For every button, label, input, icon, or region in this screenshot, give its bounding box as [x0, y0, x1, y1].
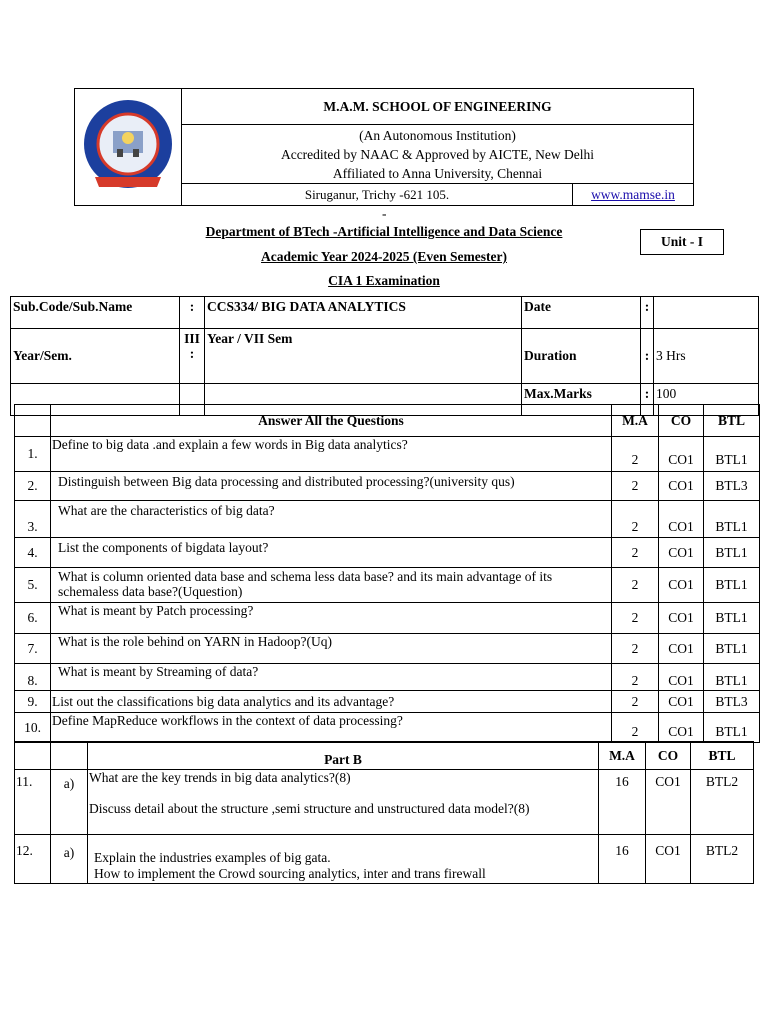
question-number: 7.: [15, 634, 51, 664]
btl-value: BTL1: [704, 634, 760, 664]
marks-value: 2: [612, 713, 659, 743]
co-value: CO1: [659, 437, 704, 472]
table-row: [15, 603, 760, 634]
exam-info-table: [10, 296, 759, 416]
question-part-2: Discuss detail about the structure ,semi structure and unstructured data model?(8): [89, 801, 530, 816]
website-link[interactable]: www.mamse.in: [591, 186, 675, 202]
website-cell: [573, 184, 694, 206]
logo-cell: [75, 89, 182, 206]
question-number: 10.: [15, 713, 51, 743]
question-text: Distinguish between Big data processing and distributed processing?(university qus): [51, 472, 612, 501]
marks-value: 2: [612, 691, 659, 713]
question-number: 8.: [15, 664, 51, 691]
exam-title: CIA 1 Examination: [328, 273, 440, 288]
co-value: CO1: [646, 835, 691, 884]
marks-value: 2: [612, 538, 659, 568]
institution-header: [74, 88, 694, 206]
btl-value: BTL1: [704, 538, 760, 568]
btl-value: BTL1: [704, 437, 760, 472]
table-row: [15, 472, 760, 501]
school-details: [182, 125, 694, 184]
question-number: 4.: [15, 538, 51, 568]
school-logo-icon: [75, 89, 181, 199]
btl-value: BTL3: [704, 691, 760, 713]
co-value: CO1: [659, 713, 704, 743]
autonomous-text: (An Autonomous Institution): [359, 128, 516, 143]
col-btl-header: BTL: [704, 405, 760, 437]
col-ma-header: M.A: [612, 405, 659, 437]
marks-value: 2: [612, 634, 659, 664]
duration-label: Duration: [522, 329, 641, 384]
table-row: [15, 691, 760, 713]
colon: :: [641, 297, 654, 329]
col-ma-header: M.A: [599, 742, 646, 770]
co-value: CO1: [659, 501, 704, 538]
co-value: CO1: [646, 770, 691, 835]
btl-value: BTL2: [691, 835, 754, 884]
btl-value: BTL1: [704, 501, 760, 538]
subcode-value: CCS334/ BIG DATA ANALYTICS: [205, 297, 522, 329]
duration-value: 3 Hrs: [654, 329, 759, 384]
date-label: Date: [522, 297, 641, 329]
part-a-heading: Answer All the Questions: [51, 405, 612, 437]
question-text: [88, 835, 599, 884]
co-value: CO1: [659, 603, 704, 634]
part-b-table: [14, 741, 754, 884]
table-row: [15, 713, 760, 743]
maxmarks-label: Max.Marks: [522, 384, 641, 416]
col-btl-header: BTL: [691, 742, 754, 770]
address: Siruganur, Trichy -621 105.: [182, 184, 573, 206]
co-value: CO1: [659, 691, 704, 713]
col-co-header: CO: [646, 742, 691, 770]
question-number: 1.: [15, 437, 51, 472]
marks-value: 16: [599, 835, 646, 884]
question-text: What is column oriented data base and schema less data base? and its main advantage of its schemaless data base?(Uquestion): [51, 568, 612, 603]
marks-value: 2: [612, 472, 659, 501]
maxmarks-value: 100: [654, 384, 759, 416]
colon: :: [641, 329, 654, 384]
date-value: [654, 297, 759, 329]
separator-dash: -: [382, 206, 387, 221]
question-text: Define to big data .and explain a few words in Big data analytics?: [51, 437, 612, 472]
colon: :: [189, 346, 195, 361]
btl-value: BTL1: [704, 568, 760, 603]
question-number: 5.: [15, 568, 51, 603]
question-text: What is meant by Patch processing?: [51, 603, 612, 634]
year-label: Year/Sem.: [11, 329, 180, 384]
year-value: Year / VII Sem: [205, 329, 522, 384]
table-row: [15, 538, 760, 568]
unit-badge: Unit - I: [640, 229, 724, 255]
question-text: What is the role behind on YARN in Hadoop?(Uq): [51, 634, 612, 664]
table-row: [15, 437, 760, 472]
btl-value: BTL1: [704, 664, 760, 691]
table-row: [15, 835, 754, 884]
question-text: Define MapReduce workflows in the context of data processing?: [51, 713, 612, 743]
question-number: 3.: [15, 501, 51, 538]
co-value: CO1: [659, 568, 704, 603]
co-value: CO1: [659, 538, 704, 568]
table-row: [15, 664, 760, 691]
table-row: [15, 634, 760, 664]
btl-value: BTL1: [704, 713, 760, 743]
marks-value: 2: [612, 664, 659, 691]
marks-value: 16: [599, 770, 646, 835]
academic-year: Academic Year 2024-2025 (Even Semester): [261, 249, 507, 264]
empty-cell: [51, 742, 88, 770]
btl-value: BTL2: [691, 770, 754, 835]
marks-value: 2: [612, 568, 659, 603]
colon: :: [180, 297, 205, 329]
part-a-table: [14, 404, 760, 743]
question-number: 6.: [15, 603, 51, 634]
table-row: [15, 501, 760, 538]
question-text: List the components of bigdata layout?: [51, 538, 612, 568]
accreditation-text: Accredited by NAAC & Approved by AICTE, New Delhi: [280, 147, 595, 162]
year-prefix: [180, 329, 205, 384]
question-text: What are the characteristics of big data?: [51, 501, 612, 538]
question-part-1: Explain the industries examples of big gata.: [94, 850, 331, 865]
col-co-header: CO: [659, 405, 704, 437]
question-text: List out the classifications big data analytics and its advantage?: [51, 691, 612, 713]
table-row: [15, 770, 754, 835]
question-number: 12.: [15, 835, 51, 884]
co-value: CO1: [659, 472, 704, 501]
question-text: What is meant by Streaming of data?: [51, 664, 612, 691]
co-value: CO1: [659, 664, 704, 691]
colon: :: [641, 384, 654, 416]
question-part-1: What are the key trends in big data analytics?(8): [89, 770, 351, 785]
question-sub: a): [51, 835, 88, 884]
empty-cell: [15, 405, 51, 437]
question-number: 9.: [15, 691, 51, 713]
co-value: CO1: [659, 634, 704, 664]
question-sub: a): [51, 770, 88, 835]
school-name: M.A.M. SCHOOL OF ENGINEERING: [182, 89, 694, 125]
table-row: [15, 568, 760, 603]
question-number: 11.: [15, 770, 51, 835]
question-part-2: How to implement the Crowd sourcing analytics, inter and trans firewall: [94, 866, 486, 881]
department-title: Department of BTech -Artificial Intelligence and Data Science: [205, 224, 563, 239]
marks-value: 2: [612, 501, 659, 538]
subcode-label: Sub.Code/Sub.Name: [11, 297, 180, 329]
marks-value: 2: [612, 437, 659, 472]
btl-value: BTL1: [704, 603, 760, 634]
btl-value: BTL3: [704, 472, 760, 501]
question-text: [88, 770, 599, 835]
marks-value: 2: [612, 603, 659, 634]
question-number: 2.: [15, 472, 51, 501]
year-prefix-text: III: [184, 331, 200, 346]
empty-cell: [15, 742, 51, 770]
part-b-heading: Part B: [88, 742, 599, 770]
affiliation-text: Affiliated to Anna University, Chennai: [332, 166, 543, 181]
